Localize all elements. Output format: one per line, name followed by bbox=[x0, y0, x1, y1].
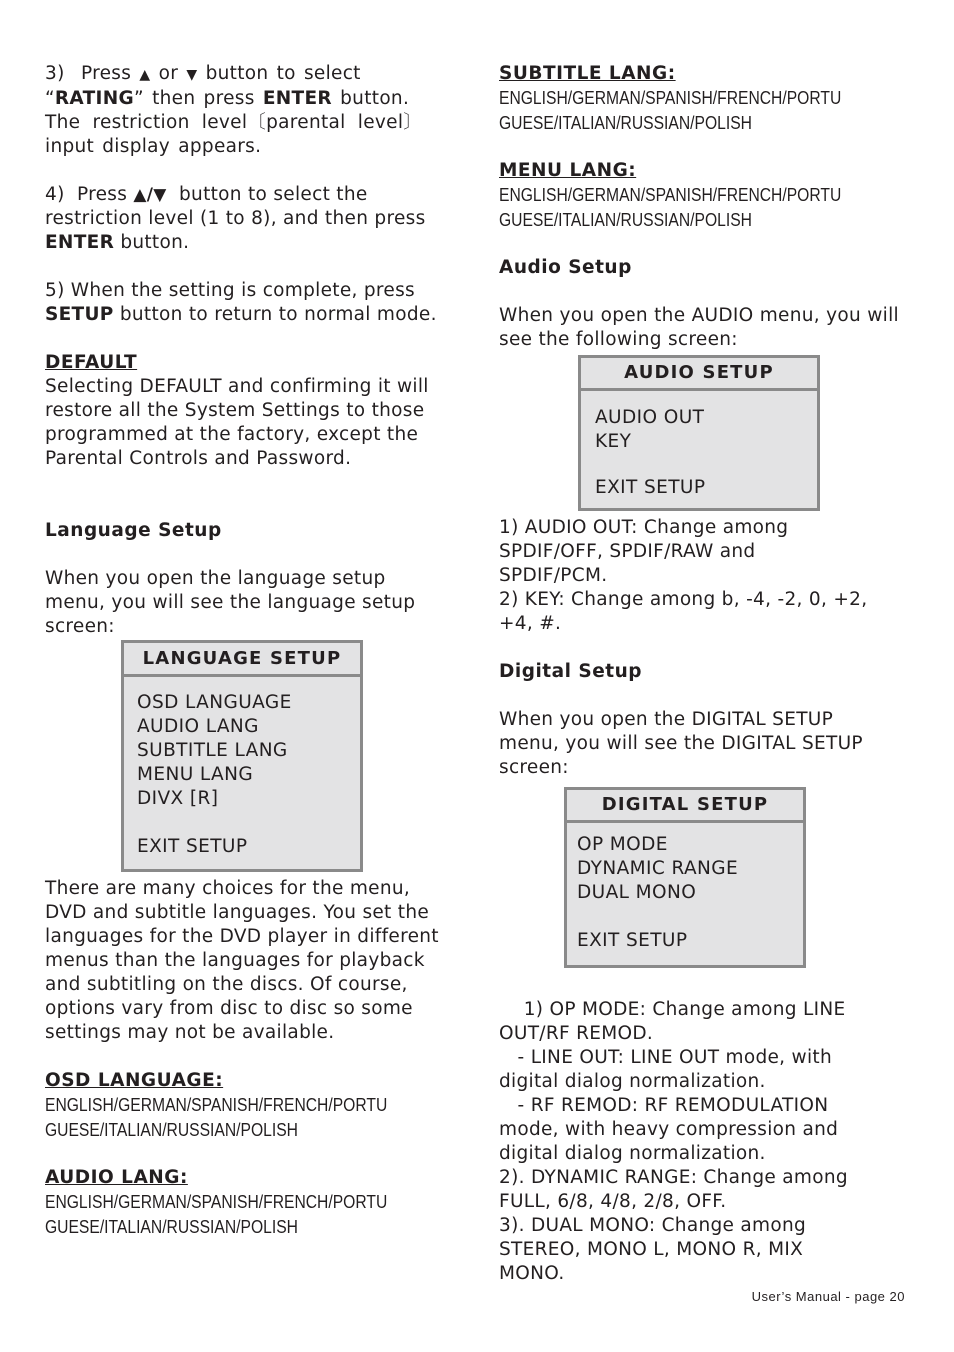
menu-item-exit-setup: EXIT SETUP bbox=[137, 836, 248, 857]
text-line: MONO. bbox=[499, 1263, 565, 1284]
text-line: settings may not be available. bbox=[45, 1022, 335, 1043]
text-line: SPDIF/PCM. bbox=[499, 565, 608, 586]
text-line: Parental Controls and Password. bbox=[45, 448, 352, 469]
text-line: ENGLISH/GERMAN/SPANISH/FRENCH/PORTU bbox=[499, 185, 842, 205]
text-line: menu, you will see the DIGITAL SETUP bbox=[499, 733, 863, 754]
right-column bbox=[499, 62, 919, 1310]
subtitle-lang-heading: SUBTITLE LANG: bbox=[499, 63, 676, 84]
step-text: button. bbox=[340, 88, 410, 109]
audio-description bbox=[499, 516, 919, 636]
box-menu bbox=[124, 677, 360, 869]
menu-item-subtitle-lang: SUBTITLE LANG bbox=[137, 740, 288, 761]
digital-intro bbox=[499, 708, 919, 780]
audio-lang-heading: AUDIO LANG: bbox=[45, 1167, 188, 1188]
step-text: input display appears. bbox=[45, 136, 262, 157]
text-line: STEREO, MONO L, MONO R, MIX bbox=[499, 1239, 804, 1260]
menu-item-osd-language: OSD LANGUAGE bbox=[137, 692, 292, 713]
choices-text bbox=[45, 877, 457, 1045]
text-line: OUT/RF REMOD. bbox=[499, 1023, 654, 1044]
step-text: restriction level (1 to 8), and then press bbox=[45, 208, 426, 229]
text-line: see the following screen: bbox=[499, 329, 738, 350]
digital-setup-heading: Digital Setup bbox=[499, 661, 643, 682]
text-line: Selecting DEFAULT and confirming it will bbox=[45, 376, 429, 397]
page-footer: User’s Manual - page 20 bbox=[751, 1289, 905, 1304]
text-line: 1) AUDIO OUT: Change among bbox=[499, 517, 789, 538]
menu-lang-options bbox=[499, 183, 919, 232]
menu-item-key: KEY bbox=[595, 431, 632, 452]
text-line: menu, you will see the language setup bbox=[45, 592, 416, 613]
text-line: and subtitling on the discs. Of course, bbox=[45, 974, 408, 995]
enter-keyword: ENTER bbox=[262, 88, 332, 109]
rating-keyword: RATING bbox=[54, 88, 134, 109]
step-text: Press bbox=[76, 184, 128, 205]
digital-description bbox=[499, 974, 919, 1310]
menu-item-menu-lang: MENU LANG bbox=[137, 764, 254, 785]
down-arrow-icon: ▼ bbox=[186, 67, 198, 83]
step-5 bbox=[45, 279, 457, 327]
text-line: languages for the DVD player in different bbox=[45, 926, 439, 947]
text-line: ENGLISH/GERMAN/SPANISH/FRENCH/PORTU bbox=[45, 1192, 388, 1212]
default-heading: DEFAULT bbox=[45, 352, 138, 373]
menu-item-exit-setup: EXIT SETUP bbox=[577, 930, 688, 951]
step-text: button to select bbox=[205, 63, 361, 84]
text-line: SPDIF/OFF, SPDIF/RAW and bbox=[499, 541, 756, 562]
left-column bbox=[45, 62, 457, 1239]
osd-language-options bbox=[45, 1093, 457, 1142]
quote-mark: “ bbox=[45, 88, 55, 109]
box-menu bbox=[567, 823, 803, 965]
enter-keyword: ENTER bbox=[45, 232, 115, 253]
step-text: or bbox=[158, 63, 179, 84]
text-line: When you open the DIGITAL SETUP bbox=[499, 709, 834, 730]
text-line: mode, with heavy compression and bbox=[499, 1119, 839, 1140]
text-line: ENGLISH/GERMAN/SPANISH/FRENCH/PORTU bbox=[45, 1095, 388, 1115]
text-line: - RF REMOD: RF REMODULATION bbox=[499, 1095, 829, 1116]
text-line: programmed at the factory, except the bbox=[45, 424, 419, 445]
text-line: screen: bbox=[45, 616, 115, 637]
step-text: The restriction level〔parental level〕 bbox=[45, 112, 423, 133]
text-line: 1) OP MODE: Change among LINE bbox=[523, 999, 846, 1020]
menu-item-exit-setup: EXIT SETUP bbox=[595, 477, 706, 498]
step-number: 3) bbox=[45, 63, 65, 84]
text-line: GUESE/ITALIAN/RUSSIAN/POLISH bbox=[45, 1216, 298, 1237]
menu-item-dual-mono: DUAL MONO bbox=[577, 882, 697, 903]
text-line: digital dialog normalization. bbox=[499, 1071, 766, 1092]
default-text bbox=[45, 375, 457, 471]
text-line: +4, #. bbox=[499, 613, 562, 634]
step-text: button. bbox=[120, 232, 190, 253]
text-line: 2). DYNAMIC RANGE: Change among bbox=[499, 1167, 848, 1188]
text-line: GUESE/ITALIAN/RUSSIAN/POLISH bbox=[499, 209, 752, 230]
up-down-arrows-icon: ▲/▼ bbox=[133, 185, 167, 205]
box-title: DIGITAL SETUP bbox=[567, 790, 803, 823]
audio-lang-options bbox=[45, 1190, 457, 1239]
text-line: screen: bbox=[499, 757, 569, 778]
box-title: AUDIO SETUP bbox=[581, 358, 817, 391]
menu-item-divx: DIVX [R] bbox=[137, 788, 219, 809]
step-number: 4) bbox=[45, 184, 65, 205]
audio-setup-box bbox=[578, 355, 820, 511]
digital-setup-box bbox=[564, 787, 806, 968]
menu-item-audio-out: AUDIO OUT bbox=[595, 407, 705, 428]
step-text: Press bbox=[80, 63, 132, 84]
text-line: digital dialog normalization. bbox=[499, 1143, 766, 1164]
menu-item-audio-lang: AUDIO LANG bbox=[137, 716, 259, 737]
text-line: 2) KEY: Change among b, -4, -2, 0, +2, bbox=[499, 589, 868, 610]
menu-item-op-mode: OP MODE bbox=[577, 834, 668, 855]
subtitle-lang-options bbox=[499, 86, 919, 135]
language-setup-box bbox=[121, 640, 363, 872]
osd-language-heading: OSD LANGUAGE: bbox=[45, 1070, 224, 1091]
audio-intro bbox=[499, 304, 919, 352]
text-line: DVD and subtitle languages. You set the bbox=[45, 902, 430, 923]
text-line: restore all the System Settings to those bbox=[45, 400, 425, 421]
menu-lang-heading: MENU LANG: bbox=[499, 160, 637, 181]
up-arrow-icon: ▲ bbox=[139, 67, 151, 83]
step-3 bbox=[45, 62, 457, 159]
text-line: menus than the languages for playback bbox=[45, 950, 425, 971]
step-text: 5) When the setting is complete, press bbox=[45, 280, 415, 301]
step-text: button to return to normal mode. bbox=[119, 304, 437, 325]
box-menu bbox=[581, 391, 817, 508]
setup-keyword: SETUP bbox=[45, 304, 114, 325]
text-line: When you open the language setup bbox=[45, 568, 386, 589]
language-intro bbox=[45, 567, 457, 639]
language-setup-heading: Language Setup bbox=[45, 520, 222, 541]
text-line: FULL, 6/8, 4/8, 2/8, OFF. bbox=[499, 1191, 727, 1212]
text-line: - LINE OUT: LINE OUT mode, with bbox=[499, 1047, 832, 1068]
step-text: button to select the bbox=[179, 184, 368, 205]
text-line: There are many choices for the menu, bbox=[45, 878, 411, 899]
text-line: When you open the AUDIO menu, you will bbox=[499, 305, 899, 326]
audio-setup-heading: Audio Setup bbox=[499, 257, 632, 278]
text-line: options vary from disc to disc so some bbox=[45, 998, 413, 1019]
step-text: ” then press bbox=[134, 88, 255, 109]
menu-item-dynamic-range: DYNAMIC RANGE bbox=[577, 858, 739, 879]
text-line: 3). DUAL MONO: Change among bbox=[499, 1215, 807, 1236]
text-line: GUESE/ITALIAN/RUSSIAN/POLISH bbox=[45, 1119, 298, 1140]
text-line: GUESE/ITALIAN/RUSSIAN/POLISH bbox=[499, 112, 752, 133]
step-4 bbox=[45, 183, 457, 255]
text-line: ENGLISH/GERMAN/SPANISH/FRENCH/PORTU bbox=[499, 88, 842, 108]
box-title: LANGUAGE SETUP bbox=[124, 643, 360, 677]
